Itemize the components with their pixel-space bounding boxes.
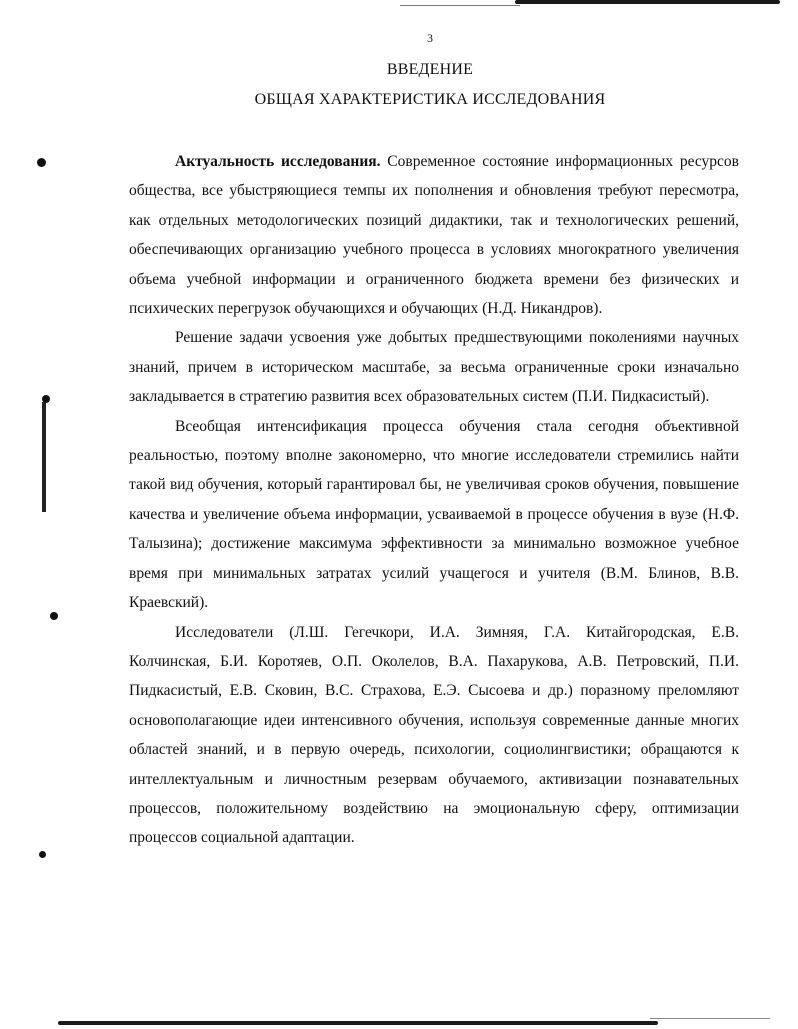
- paragraph: Решение задачи усвоения уже добытых предшествующими поколениями научных знаний, причем в историческом масштабе, за весьма ограниченные сроки изначально закладывается в стратегию развития всех образовательных систем (П.И. Пидкасистый).: [129, 329, 739, 406]
- binding-hole-mark: [37, 158, 46, 167]
- section-heading: ВВЕДЕНИЕ: [386, 61, 474, 78]
- scan-bottom-edge-thin-line: [650, 1018, 770, 1019]
- document-body: [129, 147, 739, 853]
- paragraph: Всеобщая интенсификация процесса обучения стала сегодня объективной реальностью, поэтому вполне закономерно, что многие исследователи стремились найти такой вид обучения, который гарантировал бы, не увеличивая сроков обучения, повышение качества и увеличение объема информации, усваиваемой в процессе обучения в вузе (Н.Ф. Талызина); достижение максимума эффективности за минимально возможное учебное время при минимальных затратах усилий учащегося и учителя (В.М. Блинов, В.В. Краевский).: [129, 417, 739, 612]
- binding-hole-mark: [39, 851, 46, 858]
- scan-margin-smudge: [42, 402, 46, 512]
- paragraph-lead: Актуальность исследования.: [175, 153, 381, 170]
- scan-bottom-edge-line: [58, 1021, 658, 1025]
- binding-hole-mark: [50, 612, 58, 620]
- paragraph: Исследователи (Л.Ш. Гегечкори, И.А. Зимняя, Г.А. Китайгородская, Е.В. Колчинская, Б.И. Коротяев, О.П. Околелов, В.А. Пахарукова, А.В. Петровский, П.И. Пидкасистый, Е.В. Сковин, В.С. Страхова, Е.Э. Сысоева и др.) поразному преломляют основополагающие идеи интенсивного обучения, используя современные данные многих областей знаний, и в первую очередь, психологии, социолингвистики; обращаются к интеллектуальным и личностным резервам обучаемого, активизации познавательных процессов, положительному воздействию на эмоциональную сферу, оптимизации процессов социальной адаптации.: [129, 623, 739, 847]
- section-subheading: ОБЩАЯ ХАРАКТЕРИСТИКА ИССЛЕДОВАНИЯ: [254, 91, 606, 108]
- paragraph: [129, 147, 739, 323]
- page-number: 3: [427, 31, 433, 45]
- scan-top-edge-line: [515, 0, 780, 4]
- paragraph-text: Современное состояние информационных ресурсов общества, все убыстряющиеся темпы их пополнения и обновления требуют пересмотра, как отдельных методологических позиций дидактики, так и технологических решений, обеспечивающих организацию учебного процесса в условиях многократного увеличения объема учебной информации и ограниченного бюджета времени без физических и психических перегрузок обучающихся и обучающих (Н.Д. Никандров).: [129, 153, 739, 318]
- scan-top-edge-thin-line: [400, 5, 520, 6]
